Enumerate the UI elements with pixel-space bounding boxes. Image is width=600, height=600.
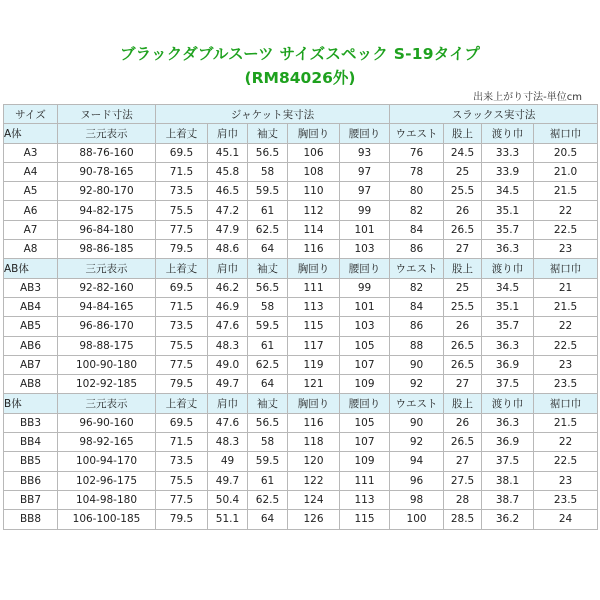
header-row <box>4 105 598 124</box>
table-cell: 69.5 <box>156 413 208 432</box>
table-cell: 21.5 <box>534 182 598 201</box>
table-cell: 113 <box>340 490 390 509</box>
column-header-cell: 袖丈 <box>248 124 288 143</box>
size-code-cell: AB8 <box>4 375 58 394</box>
table-cell: 35.7 <box>482 317 534 336</box>
table-cell: 115 <box>288 317 340 336</box>
table-cell: 107 <box>340 433 390 452</box>
table-cell: 78 <box>390 162 444 181</box>
size-code-cell: BB4 <box>4 433 58 452</box>
table-cell: 47.6 <box>208 317 248 336</box>
size-code-cell: AB4 <box>4 297 58 316</box>
table-cell: 94-82-175 <box>58 201 156 220</box>
table-cell: 102-96-175 <box>58 471 156 490</box>
header-jacket: ジャケット実寸法 <box>156 105 390 124</box>
table-cell: 114 <box>288 220 340 239</box>
size-code-cell: A5 <box>4 182 58 201</box>
table-cell: 105 <box>340 336 390 355</box>
table-cell: 86 <box>390 317 444 336</box>
table-cell: 73.5 <box>156 317 208 336</box>
table-cell: 34.5 <box>482 182 534 201</box>
table-cell: 107 <box>340 355 390 374</box>
table-cell: 58 <box>248 162 288 181</box>
table-cell: 116 <box>288 413 340 432</box>
column-header-cell: 胸回り <box>288 124 340 143</box>
table-cell: 62.5 <box>248 355 288 374</box>
table-cell: 61 <box>248 471 288 490</box>
table-cell: 96-86-170 <box>58 317 156 336</box>
group-name-cell: A体 <box>4 124 58 143</box>
table-cell: 22.5 <box>534 452 598 471</box>
table-cell: 96 <box>390 471 444 490</box>
table-cell: 38.7 <box>482 490 534 509</box>
table-cell: 27 <box>444 240 482 259</box>
table-cell: 117 <box>288 336 340 355</box>
table-cell: 25.5 <box>444 182 482 201</box>
table-cell: 122 <box>288 471 340 490</box>
size-code-cell: A7 <box>4 220 58 239</box>
column-header-cell: 上着丈 <box>156 259 208 278</box>
table-cell: 36.2 <box>482 510 534 529</box>
table-cell: 101 <box>340 220 390 239</box>
table-cell: 21.5 <box>534 413 598 432</box>
table-cell: 47.6 <box>208 413 248 432</box>
table-cell: 90 <box>390 355 444 374</box>
table-row <box>4 240 598 259</box>
table-cell: 84 <box>390 220 444 239</box>
table-cell: 93 <box>340 143 390 162</box>
table-cell: 64 <box>248 375 288 394</box>
table-cell: 94-84-165 <box>58 297 156 316</box>
table-cell: 88-76-160 <box>58 143 156 162</box>
table-row <box>4 471 598 490</box>
table-row <box>4 413 598 432</box>
table-cell: 126 <box>288 510 340 529</box>
column-header-cell: 股上 <box>444 124 482 143</box>
group-name-cell: B体 <box>4 394 58 413</box>
page-subtitle: (RM84026外) <box>244 69 356 87</box>
table-cell: 88 <box>390 336 444 355</box>
table-cell: 96-90-160 <box>58 413 156 432</box>
table-cell: 90-78-165 <box>58 162 156 181</box>
column-header-cell: 腰回り <box>340 124 390 143</box>
table-cell: 100-94-170 <box>58 452 156 471</box>
column-header-cell: 三元表示 <box>58 394 156 413</box>
group-name-cell: AB体 <box>4 259 58 278</box>
table-cell: 98 <box>390 490 444 509</box>
table-cell: 47.9 <box>208 220 248 239</box>
table-cell: 119 <box>288 355 340 374</box>
column-header-cell: 腰回り <box>340 394 390 413</box>
title-block <box>0 0 600 88</box>
table-row <box>4 452 598 471</box>
table-cell: 27 <box>444 375 482 394</box>
table-body <box>4 105 598 530</box>
size-code-cell: AB6 <box>4 336 58 355</box>
column-header-cell: 胸回り <box>288 259 340 278</box>
table-cell: 71.5 <box>156 433 208 452</box>
table-cell: 47.2 <box>208 201 248 220</box>
table-cell: 115 <box>340 510 390 529</box>
table-cell: 46.5 <box>208 182 248 201</box>
table-cell: 45.1 <box>208 143 248 162</box>
table-cell: 23 <box>534 471 598 490</box>
table-cell: 36.3 <box>482 413 534 432</box>
table-cell: 26 <box>444 413 482 432</box>
table-cell: 90 <box>390 413 444 432</box>
table-cell: 28 <box>444 490 482 509</box>
table-cell: 23 <box>534 240 598 259</box>
table-cell: 34.5 <box>482 278 534 297</box>
size-spec-table <box>3 104 598 530</box>
table-cell: 56.5 <box>248 413 288 432</box>
table-cell: 106 <box>288 143 340 162</box>
table-cell: 48.3 <box>208 433 248 452</box>
table-cell: 75.5 <box>156 336 208 355</box>
table-cell: 102-92-185 <box>58 375 156 394</box>
table-cell: 112 <box>288 201 340 220</box>
table-cell: 62.5 <box>248 220 288 239</box>
table-cell: 73.5 <box>156 182 208 201</box>
column-header-cell: 袖丈 <box>248 259 288 278</box>
table-row <box>4 490 598 509</box>
table-cell: 108 <box>288 162 340 181</box>
column-header-cell: 裾口巾 <box>534 124 598 143</box>
table-cell: 61 <box>248 201 288 220</box>
table-cell: 92 <box>390 433 444 452</box>
table-cell: 77.5 <box>156 220 208 239</box>
table-cell: 23 <box>534 355 598 374</box>
table-cell: 82 <box>390 201 444 220</box>
size-code-cell: AB3 <box>4 278 58 297</box>
table-cell: 27 <box>444 452 482 471</box>
table-cell: 124 <box>288 490 340 509</box>
column-header-cell: 裾口巾 <box>534 259 598 278</box>
table-cell: 100 <box>390 510 444 529</box>
table-cell: 69.5 <box>156 278 208 297</box>
table-cell: 103 <box>340 317 390 336</box>
table-cell: 97 <box>340 182 390 201</box>
table-row <box>4 278 598 297</box>
table-cell: 33.9 <box>482 162 534 181</box>
table-cell: 22.5 <box>534 336 598 355</box>
table-cell: 121 <box>288 375 340 394</box>
table-cell: 75.5 <box>156 201 208 220</box>
table-cell: 71.5 <box>156 162 208 181</box>
table-cell: 37.5 <box>482 452 534 471</box>
table-cell: 26.5 <box>444 433 482 452</box>
table-cell: 94 <box>390 452 444 471</box>
size-code-cell: AB7 <box>4 355 58 374</box>
table-cell: 22 <box>534 433 598 452</box>
table-row <box>4 510 598 529</box>
size-code-cell: BB5 <box>4 452 58 471</box>
size-code-cell: BB7 <box>4 490 58 509</box>
table-cell: 49 <box>208 452 248 471</box>
table-cell: 59.5 <box>248 452 288 471</box>
table-cell: 25 <box>444 278 482 297</box>
table-cell: 27.5 <box>444 471 482 490</box>
table-cell: 26.5 <box>444 336 482 355</box>
table-row <box>4 220 598 239</box>
table-cell: 118 <box>288 433 340 452</box>
column-header-cell: 肩巾 <box>208 124 248 143</box>
table-cell: 26.5 <box>444 355 482 374</box>
table-cell: 71.5 <box>156 297 208 316</box>
column-header-cell: 上着丈 <box>156 394 208 413</box>
table-cell: 111 <box>288 278 340 297</box>
table-cell: 21.0 <box>534 162 598 181</box>
table-cell: 69.5 <box>156 143 208 162</box>
table-cell: 33.3 <box>482 143 534 162</box>
size-code-cell: BB3 <box>4 413 58 432</box>
table-cell: 77.5 <box>156 355 208 374</box>
table-cell: 113 <box>288 297 340 316</box>
table-cell: 51.1 <box>208 510 248 529</box>
column-header-cell: 裾口巾 <box>534 394 598 413</box>
table-cell: 45.8 <box>208 162 248 181</box>
table-cell: 26 <box>444 317 482 336</box>
size-code-cell: BB8 <box>4 510 58 529</box>
table-cell: 59.5 <box>248 182 288 201</box>
table-cell: 92-82-160 <box>58 278 156 297</box>
table-cell: 86 <box>390 240 444 259</box>
group-header-row <box>4 259 598 278</box>
table-cell: 21 <box>534 278 598 297</box>
column-header-cell: ウエスト <box>390 259 444 278</box>
group-header-row <box>4 394 598 413</box>
table-cell: 46.9 <box>208 297 248 316</box>
table-cell: 36.9 <box>482 433 534 452</box>
table-cell: 36.9 <box>482 355 534 374</box>
table-cell: 35.1 <box>482 201 534 220</box>
table-row <box>4 162 598 181</box>
table-cell: 99 <box>340 201 390 220</box>
table-cell: 76 <box>390 143 444 162</box>
table-cell: 92 <box>390 375 444 394</box>
table-cell: 96-84-180 <box>58 220 156 239</box>
table-cell: 92-80-170 <box>58 182 156 201</box>
table-cell: 21.5 <box>534 297 598 316</box>
column-header-cell: ウエスト <box>390 124 444 143</box>
column-header-cell: 渡り巾 <box>482 124 534 143</box>
column-header-cell: 胸回り <box>288 394 340 413</box>
table-row <box>4 355 598 374</box>
column-header-cell: 袖丈 <box>248 394 288 413</box>
table-cell: 37.5 <box>482 375 534 394</box>
column-header-cell: 渡り巾 <box>482 394 534 413</box>
table-cell: 49.7 <box>208 471 248 490</box>
column-header-cell: 上着丈 <box>156 124 208 143</box>
table-cell: 23.5 <box>534 490 598 509</box>
table-row <box>4 317 598 336</box>
size-code-cell: A6 <box>4 201 58 220</box>
table-cell: 104-98-180 <box>58 490 156 509</box>
column-header-cell: 渡り巾 <box>482 259 534 278</box>
table-cell: 79.5 <box>156 510 208 529</box>
table-cell: 103 <box>340 240 390 259</box>
table-cell: 35.1 <box>482 297 534 316</box>
table-cell: 80 <box>390 182 444 201</box>
column-header-cell: 腰回り <box>340 259 390 278</box>
table-cell: 84 <box>390 297 444 316</box>
table-cell: 79.5 <box>156 375 208 394</box>
column-header-cell: 三元表示 <box>58 124 156 143</box>
column-header-cell: 股上 <box>444 259 482 278</box>
table-cell: 64 <box>248 240 288 259</box>
table-cell: 116 <box>288 240 340 259</box>
table-cell: 106-100-185 <box>58 510 156 529</box>
table-row <box>4 182 598 201</box>
table-cell: 97 <box>340 162 390 181</box>
column-header-cell: ウエスト <box>390 394 444 413</box>
table-cell: 77.5 <box>156 490 208 509</box>
table-cell: 105 <box>340 413 390 432</box>
table-cell: 98-88-175 <box>58 336 156 355</box>
size-code-cell: BB6 <box>4 471 58 490</box>
table-cell: 38.1 <box>482 471 534 490</box>
table-cell: 56.5 <box>248 278 288 297</box>
table-cell: 36.3 <box>482 240 534 259</box>
table-row <box>4 375 598 394</box>
size-code-cell: AB5 <box>4 317 58 336</box>
table-cell: 49.0 <box>208 355 248 374</box>
table-cell: 61 <box>248 336 288 355</box>
table-cell: 23.5 <box>534 375 598 394</box>
table-cell: 22 <box>534 317 598 336</box>
table-cell: 82 <box>390 278 444 297</box>
table-cell: 20.5 <box>534 143 598 162</box>
table-cell: 35.7 <box>482 220 534 239</box>
table-cell: 56.5 <box>248 143 288 162</box>
table-cell: 22 <box>534 201 598 220</box>
table-cell: 28.5 <box>444 510 482 529</box>
column-header-cell: 三元表示 <box>58 259 156 278</box>
table-cell: 59.5 <box>248 317 288 336</box>
group-header-row <box>4 124 598 143</box>
table-cell: 50.4 <box>208 490 248 509</box>
table-cell: 98-92-165 <box>58 433 156 452</box>
table-cell: 110 <box>288 182 340 201</box>
header-slacks: スラックス実寸法 <box>390 105 598 124</box>
table-cell: 36.3 <box>482 336 534 355</box>
table-cell: 25.5 <box>444 297 482 316</box>
size-code-cell: A8 <box>4 240 58 259</box>
table-cell: 109 <box>340 375 390 394</box>
table-cell: 48.3 <box>208 336 248 355</box>
table-cell: 26.5 <box>444 220 482 239</box>
table-row <box>4 433 598 452</box>
header-size: サイズ <box>4 105 58 124</box>
page-title: ブラックダブルスーツ サイズスペック S-19タイプ <box>119 45 481 63</box>
table-cell: 25 <box>444 162 482 181</box>
table-cell: 24.5 <box>444 143 482 162</box>
table-row <box>4 297 598 316</box>
table-row <box>4 201 598 220</box>
table-row <box>4 336 598 355</box>
table-cell: 98-86-185 <box>58 240 156 259</box>
table-cell: 75.5 <box>156 471 208 490</box>
table-cell: 22.5 <box>534 220 598 239</box>
table-cell: 73.5 <box>156 452 208 471</box>
table-cell: 109 <box>340 452 390 471</box>
column-header-cell: 肩巾 <box>208 259 248 278</box>
table-cell: 100-90-180 <box>58 355 156 374</box>
column-header-cell: 肩巾 <box>208 394 248 413</box>
table-cell: 101 <box>340 297 390 316</box>
table-cell: 62.5 <box>248 490 288 509</box>
table-cell: 48.6 <box>208 240 248 259</box>
table-cell: 64 <box>248 510 288 529</box>
table-cell: 99 <box>340 278 390 297</box>
table-cell: 111 <box>340 471 390 490</box>
table-cell: 26 <box>444 201 482 220</box>
table-cell: 24 <box>534 510 598 529</box>
table-cell: 46.2 <box>208 278 248 297</box>
table-row <box>4 143 598 162</box>
table-cell: 49.7 <box>208 375 248 394</box>
size-code-cell: A4 <box>4 162 58 181</box>
column-header-cell: 股上 <box>444 394 482 413</box>
table-cell: 58 <box>248 433 288 452</box>
size-code-cell: A3 <box>4 143 58 162</box>
header-nude: ヌード寸法 <box>58 105 156 124</box>
unit-note: 出来上がり寸法-単位cm <box>473 92 582 103</box>
table-cell: 120 <box>288 452 340 471</box>
table-cell: 58 <box>248 297 288 316</box>
table-cell: 79.5 <box>156 240 208 259</box>
